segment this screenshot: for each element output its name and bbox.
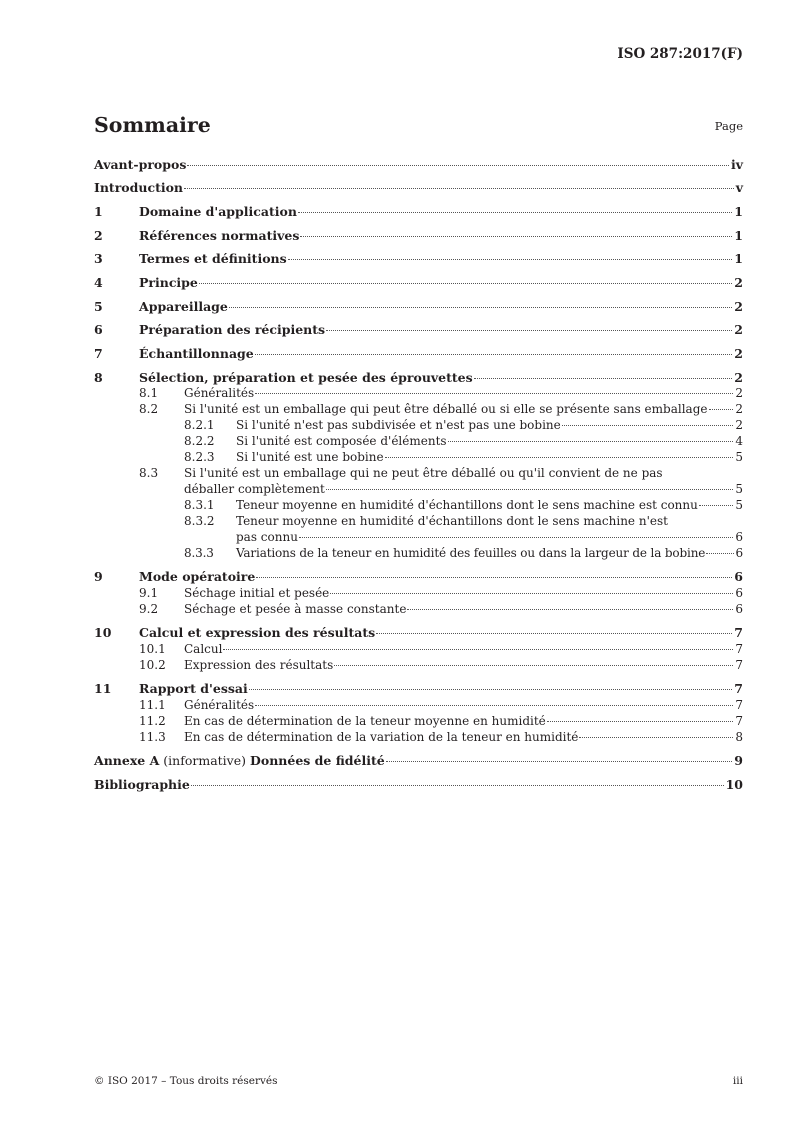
toc-entry-page: 5 — [735, 482, 743, 496]
toc-entry-label: En cas de détermination de la teneur moyenne en humidité — [184, 714, 546, 728]
toc-entry-annex-type: (informative) — [163, 753, 247, 768]
toc-entry-10-2[interactable] — [94, 658, 743, 672]
toc-entry-8[interactable] — [94, 371, 743, 385]
toc-entry-4[interactable] — [94, 276, 743, 290]
toc-entry-label: Introduction — [94, 180, 184, 195]
toc-entry-8-3-1[interactable] — [94, 498, 743, 512]
toc-entry-label: Séchage initial et pesée — [184, 586, 330, 600]
toc-entry-number: 9.1 — [139, 586, 159, 600]
toc-entry-label: Principe — [139, 275, 198, 290]
toc-entry-9[interactable] — [94, 570, 743, 584]
toc-entry-number: 11.3 — [139, 730, 166, 744]
toc-entry-label: Si l'unité est une bobine — [236, 450, 384, 464]
leader-dots — [326, 488, 734, 490]
toc-entry-label: Séchage et pesée à masse constante — [184, 602, 407, 616]
toc-entry-label: Si l'unité n'est pas subdivisée et n'est pas une bobine — [236, 418, 561, 432]
leader-dots — [330, 592, 733, 594]
toc-entry-page: 2 — [734, 346, 743, 361]
leader-dots — [386, 760, 733, 762]
toc-entry-label: Appareillage — [139, 299, 228, 314]
toc-entry-page: 4 — [735, 434, 743, 448]
leader-dots — [256, 576, 732, 578]
toc-entry-label: Avant-propos — [94, 157, 187, 172]
leader-dots — [699, 504, 733, 506]
leader-dots — [298, 211, 732, 213]
toc-entry-page: 2 — [734, 322, 743, 337]
toc-entry-page: 7 — [735, 642, 743, 656]
toc-entry-10-1[interactable] — [94, 642, 743, 656]
toc-entry-label: Expression des résultats — [184, 658, 334, 672]
toc-entry-8-3[interactable] — [94, 466, 743, 480]
toc-entry-number: 3 — [94, 251, 103, 266]
leader-dots — [385, 456, 734, 458]
toc-entry-introduction[interactable] — [94, 181, 743, 195]
toc-entry-page: 6 — [735, 602, 743, 616]
toc-entry-number: 8.2.3 — [184, 450, 215, 464]
footer-page-number: iii — [732, 1075, 743, 1087]
toc-entry-annexe-a[interactable] — [94, 754, 743, 768]
toc-entry-number: 8.2.1 — [184, 418, 215, 432]
toc-entry-label: Échantillonnage — [139, 346, 254, 361]
toc-entry-number: 9.2 — [139, 602, 159, 616]
toc-entry-page: 7 — [735, 714, 743, 728]
page-title: Sommaire — [94, 113, 211, 137]
toc-entry-page: 7 — [735, 698, 743, 712]
toc-entry-page: iv — [730, 157, 743, 172]
leader-dots — [474, 377, 733, 379]
toc-entry-number: 1 — [94, 204, 103, 219]
toc-entry-number: 11 — [94, 681, 112, 696]
leader-dots — [184, 187, 734, 189]
toc-entry-label: En cas de détermination de la variation de la teneur en humidité — [184, 730, 579, 744]
toc-entry-number: 9 — [94, 569, 103, 584]
toc-entry-page: 8 — [735, 730, 743, 744]
toc-entry-number: 7 — [94, 346, 103, 361]
toc-entry-8-2-1[interactable] — [94, 418, 743, 432]
leader-dots — [229, 306, 732, 308]
leader-dots — [255, 353, 733, 355]
toc-entry-8-3-2[interactable] — [94, 514, 743, 528]
toc-entry-number: 8.2.2 — [184, 434, 215, 448]
leader-dots — [326, 329, 732, 331]
toc-entry-8-3-continued[interactable] — [94, 482, 743, 496]
toc-entry-8-2-3[interactable] — [94, 450, 743, 464]
toc-entry-page: 2 — [735, 386, 743, 400]
toc-entry-number: 8 — [94, 370, 103, 385]
toc-entry-2[interactable] — [94, 229, 743, 243]
page-column-label: Page — [714, 119, 743, 133]
toc-entry-10[interactable] — [94, 626, 743, 640]
toc-entry-number: 2 — [94, 228, 103, 243]
toc-entry-label: Sélection, préparation et pesée des éprouvettes — [139, 370, 473, 385]
toc-entry-8-1[interactable] — [94, 386, 743, 400]
toc-entry-label: Domaine d'application — [139, 204, 297, 219]
leader-dots — [255, 392, 733, 394]
toc-entry-label-continued: déballer complètement — [184, 482, 325, 496]
toc-entry-page: 2 — [734, 299, 743, 314]
toc-entry-7[interactable] — [94, 347, 743, 361]
toc-entry-number: 5 — [94, 299, 103, 314]
toc-entry-page: 5 — [735, 498, 743, 512]
toc-entry-number: 8.3.1 — [184, 498, 215, 512]
toc-entry-number: 11.2 — [139, 714, 166, 728]
toc-entry-page: 2 — [734, 370, 743, 385]
toc-entry-page: v — [735, 180, 743, 195]
toc-entry-9-2[interactable] — [94, 602, 743, 616]
leader-dots — [376, 632, 732, 634]
toc-entry-page: 1 — [734, 228, 743, 243]
toc-entry-number: 4 — [94, 275, 103, 290]
toc-entry-label: Si l'unité est un emballage qui ne peut être déballé ou qu'il convient de ne pas — [184, 466, 663, 480]
toc-entry-number: 8.3.2 — [184, 514, 215, 528]
toc-entry-label: Si l'unité est composée d'éléments — [236, 434, 447, 448]
leader-dots — [706, 552, 733, 554]
toc-entry-label: Teneur moyenne en humidité d'échantillons dont le sens machine est connu — [236, 498, 698, 512]
toc-entry-9-1[interactable] — [94, 586, 743, 600]
leader-dots — [299, 536, 733, 538]
toc-entry-11-1[interactable] — [94, 698, 743, 712]
toc-entry-page: 10 — [725, 777, 743, 792]
toc-entry-1[interactable] — [94, 205, 743, 219]
toc-entry-number: 8.2 — [139, 402, 159, 416]
toc-entry-number: 8.3.3 — [184, 546, 214, 560]
leader-dots — [407, 608, 733, 610]
leader-dots — [448, 440, 734, 442]
toc-entry-page: 7 — [734, 681, 743, 696]
leader-dots — [223, 648, 733, 650]
toc-entry-8-3-2-continued[interactable] — [94, 530, 743, 544]
toc-entry-page: 6 — [734, 569, 743, 584]
toc-entry-number: 6 — [94, 322, 103, 337]
toc-entry-page: 6 — [735, 586, 743, 600]
toc-entry-bibliographie[interactable] — [94, 778, 743, 792]
toc-entry-page: 2 — [735, 402, 743, 416]
footer-copyright: © ISO 2017 – Tous droits réservés — [94, 1075, 278, 1087]
toc-entry-11-3[interactable] — [94, 730, 743, 744]
leader-dots — [334, 664, 733, 666]
toc-entry-page: 1 — [734, 251, 743, 266]
toc-entry-page: 1 — [734, 204, 743, 219]
toc-entry-number: 10.2 — [139, 658, 166, 672]
leader-dots — [288, 258, 733, 260]
toc-entry-label: Teneur moyenne en humidité d'échantillons dont le sens machine n'est — [236, 514, 668, 528]
leader-dots — [579, 736, 733, 738]
toc-entry-8-2-2[interactable] — [94, 434, 743, 448]
leader-dots — [562, 424, 734, 426]
toc-entry-label: Annexe A — [94, 753, 160, 768]
toc-entry-page: 7 — [735, 658, 743, 672]
leader-dots — [709, 408, 734, 410]
toc-entry-number: 11.1 — [139, 698, 166, 712]
toc-entry-label: Rapport d'essai — [139, 681, 248, 696]
toc-entry-8-2[interactable] — [94, 402, 743, 416]
toc-entry-label: Termes et définitions — [139, 251, 287, 266]
leader-dots — [255, 704, 733, 706]
toc-entry-label: Bibliographie — [94, 777, 190, 792]
toc-entry-label: Calcul et expression des résultats — [139, 625, 376, 640]
toc-entry-label: Calcul — [184, 642, 223, 656]
toc-entry-page: 7 — [734, 625, 743, 640]
toc-entry-label-continued: pas connu — [236, 530, 298, 544]
toc-entry-label: Variations de la teneur en humidité des feuilles ou dans la largeur de la bobine — [236, 546, 706, 560]
toc-entry-label: Références normatives — [139, 228, 300, 243]
leader-dots — [249, 688, 733, 690]
toc-entry-6[interactable] — [94, 323, 743, 337]
toc-entry-page: 6 — [735, 546, 743, 560]
toc-entry-5[interactable] — [94, 300, 743, 314]
leader-dots — [187, 164, 729, 166]
leader-dots — [199, 282, 732, 284]
toc-entry-label: Mode opératoire — [139, 569, 256, 584]
toc-entry-page: 5 — [735, 450, 743, 464]
toc-entry-avant-propos[interactable] — [94, 158, 743, 172]
leader-dots — [300, 235, 732, 237]
toc-entry-page: 9 — [734, 753, 743, 768]
toc-entry-number: 8.1 — [139, 386, 159, 400]
toc-entry-8-3-3[interactable] — [94, 546, 743, 560]
toc-entry-number: 10.1 — [139, 642, 166, 656]
standard-code: ISO 287:2017(F) — [617, 46, 743, 62]
toc-entry-label: Préparation des récipients — [139, 322, 326, 337]
toc-entry-label: Généralités — [184, 386, 255, 400]
toc-entry-11-2[interactable] — [94, 714, 743, 728]
toc-entry-label: Généralités — [184, 698, 255, 712]
toc-entry-label: Si l'unité est un emballage qui peut être déballé ou si elle se présente sans emballage — [184, 402, 708, 416]
toc-entry-page: 2 — [734, 275, 743, 290]
toc-entry-number: 10 — [94, 625, 112, 640]
toc-entry-11[interactable] — [94, 682, 743, 696]
toc-entry-number: 8.3 — [139, 466, 159, 480]
toc-entry-page: 6 — [735, 530, 743, 544]
toc-entry-3[interactable] — [94, 252, 743, 266]
leader-dots — [191, 784, 724, 786]
leader-dots — [547, 720, 734, 722]
toc-entry-page: 2 — [735, 418, 743, 432]
toc-entry-annex-title: Données de fidélité — [250, 753, 385, 768]
